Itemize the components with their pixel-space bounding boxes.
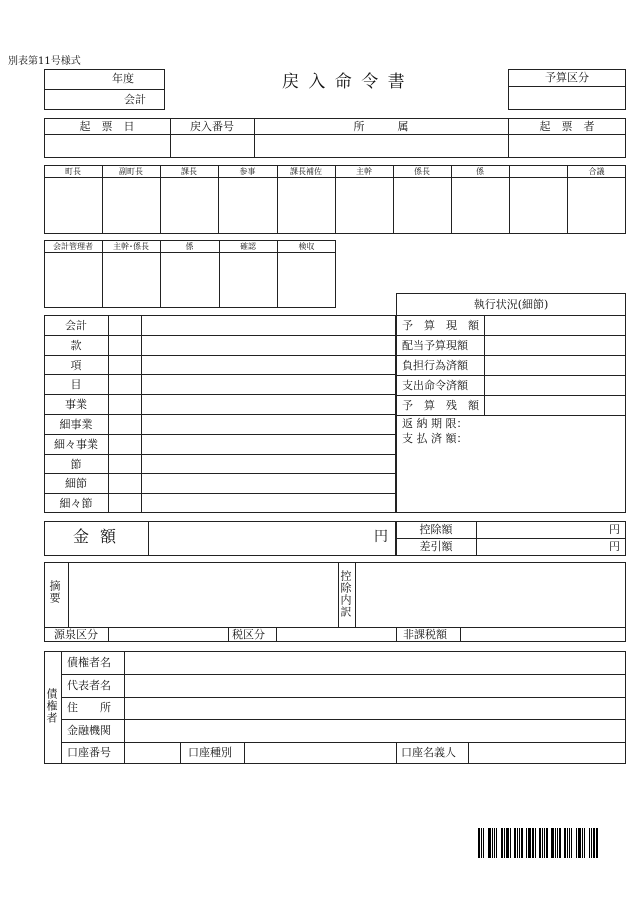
deduction-detail-label: 控除内訳 [339, 570, 352, 618]
budget-item-label: 会計 [65, 319, 87, 332]
budget-item-label: 細事業 [59, 418, 93, 431]
barcode [478, 828, 616, 858]
approval2-col-label: 確認 [240, 242, 256, 251]
nontaxable-label: 非課税額 [403, 628, 447, 641]
withholding-label: 源泉区分 [54, 628, 98, 641]
budget-item-label: 節 [70, 457, 82, 471]
approval-col-label: 合議 [588, 167, 605, 176]
approval-col-label: 副町長 [119, 167, 143, 176]
amount-label: 金 額 [72, 527, 120, 546]
execution-row-label: 予 算 残 額 [402, 399, 479, 412]
net-amount-label: 差引額 [419, 540, 453, 553]
creditor-name-label: 債権者名 [67, 656, 111, 669]
budget-item-label: 細節 [65, 477, 87, 491]
tax-class-label: 税区分 [232, 628, 265, 641]
bank-label: 金融機関 [67, 724, 111, 737]
account-number-label: 口座番号 [67, 746, 111, 759]
address-label: 住 所 [67, 701, 111, 714]
execution-row-label: 負担行為済額 [402, 359, 468, 372]
summary-label: 摘要 [48, 580, 61, 604]
approval-col-label: 主幹 [356, 167, 372, 176]
budget-item-label: 款 [70, 338, 82, 352]
fiscal-year-label: 年度 [112, 72, 134, 85]
budget-category-label: 予算区分 [545, 71, 589, 84]
approval-col-label: 係長 [414, 167, 430, 176]
budget-item-label: 項 [70, 358, 82, 372]
approval2-col-label: 会計管理者 [53, 242, 93, 251]
approval-col-label: 町長 [65, 167, 81, 176]
execution-row-label: 予 算 現 額 [402, 319, 479, 332]
approval2-col-label: 係 [185, 242, 194, 251]
execution-row-label: 配当予算現額 [402, 339, 468, 352]
page-title: 戻 入 命 令 書 [282, 72, 407, 92]
execution-status-header: 執行状況(細節) [473, 298, 549, 311]
budget-item-label: 事業 [65, 398, 87, 412]
approval2-col-label: 検収 [298, 242, 315, 251]
refund-number-label: 戻入番号 [190, 120, 234, 133]
approval-col-label: 参事 [239, 167, 256, 176]
account-label: 会計 [124, 93, 146, 106]
refund-deadline-label: 返 納 期 限： [402, 417, 468, 430]
account-holder-label: 口座名義人 [401, 746, 456, 759]
deduction-label: 控除額 [419, 523, 453, 536]
net-yen: 円 [609, 540, 620, 553]
budget-item-label: 細々節 [59, 497, 93, 511]
creditor-table [44, 651, 626, 764]
approval-col-label: 課長 [181, 167, 197, 176]
approval-col-label: 課長補佐 [290, 167, 322, 176]
budget-item-label: 細々事業 [54, 437, 98, 451]
account-type-label: 口座種別 [188, 746, 232, 759]
approval2-col-label: 主幹･係長 [113, 242, 149, 251]
summary-table [44, 562, 626, 642]
draft-date-label: 起 票 日 [79, 120, 135, 133]
representative-label: 代表者名 [67, 679, 111, 692]
deduction-yen: 円 [609, 523, 620, 536]
paid-amount-label: 支 払 済 額： [402, 432, 468, 445]
approval-col-label: 係 [476, 167, 484, 176]
budget-item-label: 目 [70, 378, 82, 392]
drafter-label: 起 票 者 [539, 120, 595, 133]
form-id: 別表第11号様式 [8, 56, 81, 67]
amount-yen: 円 [374, 529, 388, 545]
execution-row-label: 支出命令済額 [402, 379, 468, 392]
department-label: 所 属 [353, 120, 409, 133]
creditor-label: 債権者 [45, 688, 58, 724]
